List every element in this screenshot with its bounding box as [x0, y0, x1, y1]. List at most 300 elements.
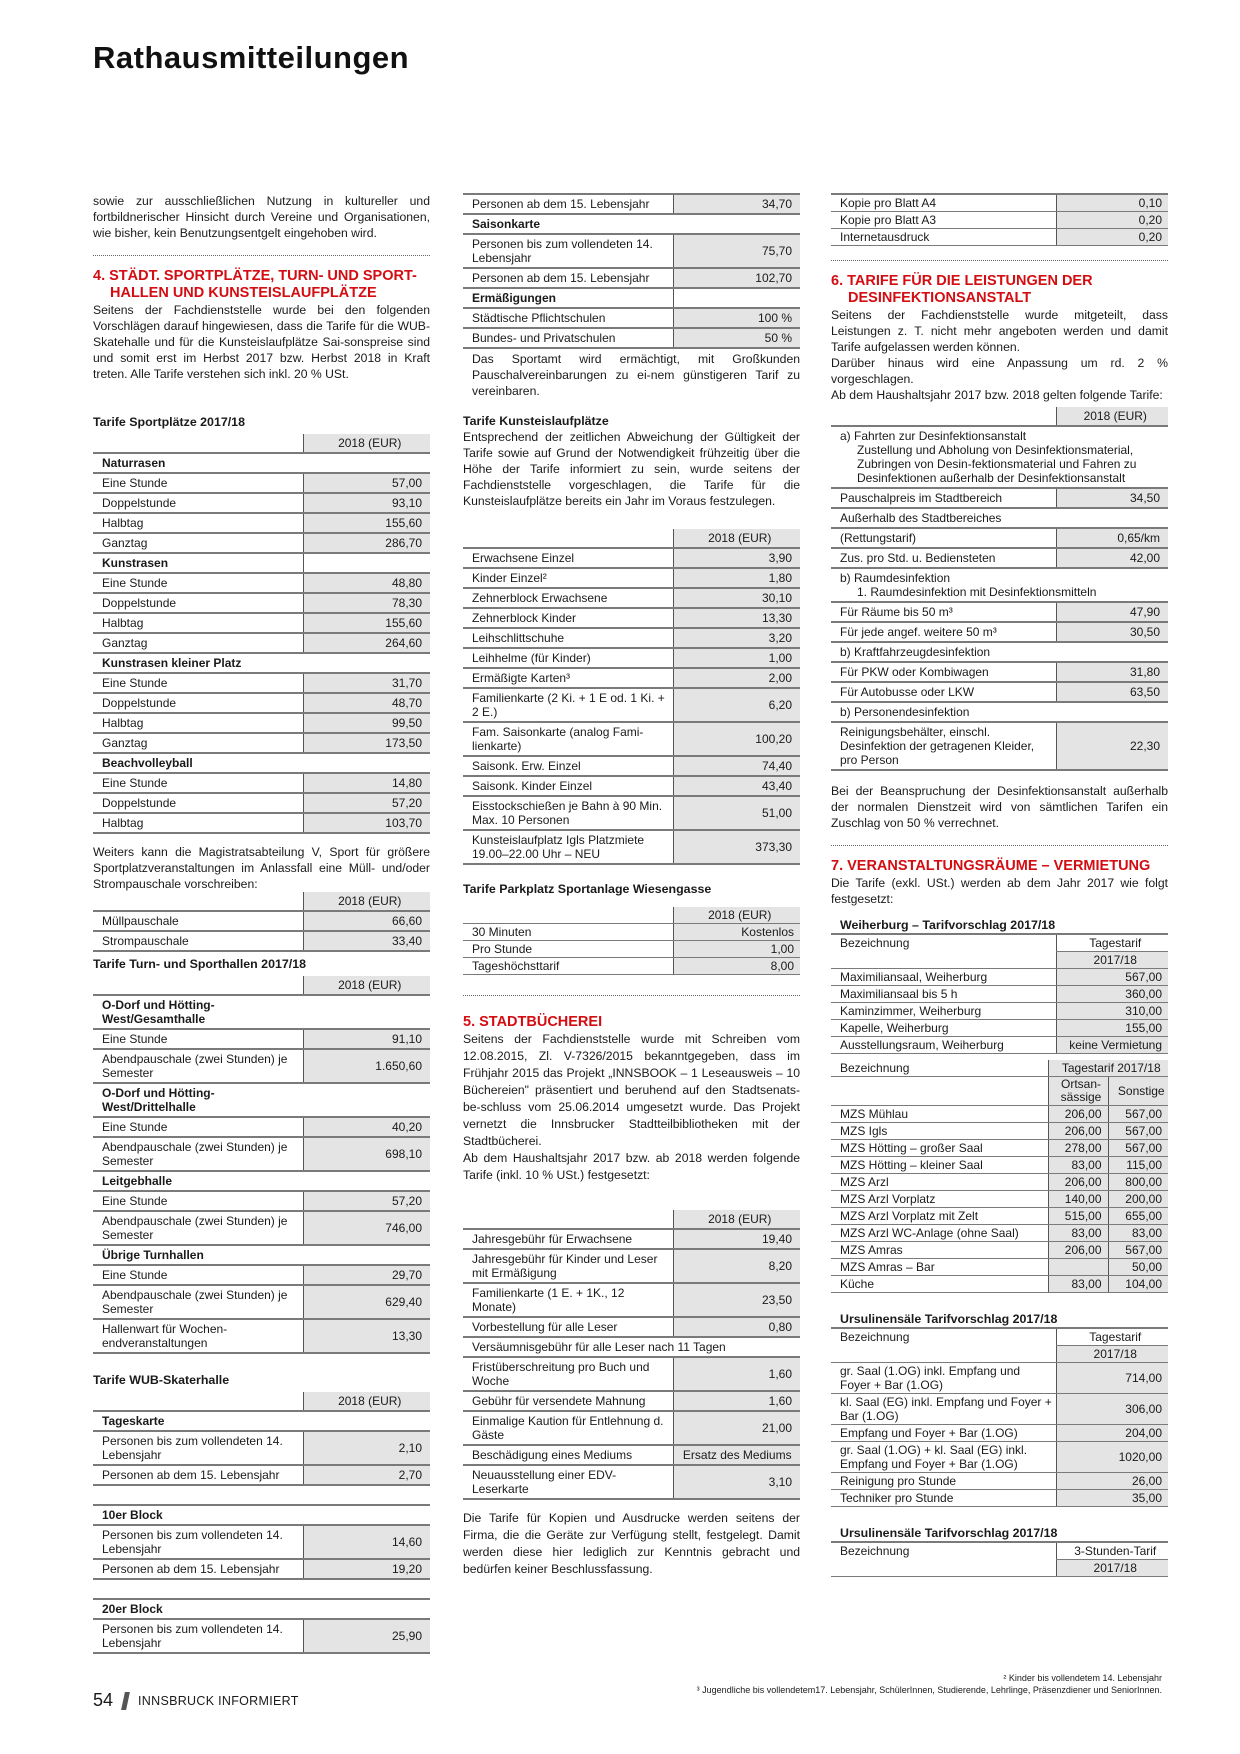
- row-label: Abendpauschale (zwei Stunden) je Semester: [93, 1049, 303, 1083]
- row-value: 206,00: [1048, 1174, 1108, 1191]
- row-label: Eine Stunde: [93, 1265, 303, 1285]
- table-row: [93, 573, 430, 593]
- row-label: Für jede angef. weitere 50 m³: [831, 622, 1056, 642]
- row-value: 19,20: [303, 1559, 430, 1579]
- column-header: 2018 (EUR): [1056, 407, 1168, 426]
- row-value: 567,00: [1108, 1106, 1168, 1123]
- table-caption: Weiherburg – Tarifvorschlag 2017/18: [831, 917, 1168, 934]
- header-row: [463, 529, 800, 548]
- row-value: 26,00: [1056, 1473, 1168, 1490]
- empty-cell: [303, 1411, 430, 1431]
- empty-cell: [93, 434, 303, 453]
- table-row: [463, 1391, 800, 1411]
- row-label: Jahresgebühr für Erwachsene: [463, 1229, 673, 1249]
- table-row: [93, 473, 430, 493]
- row-label: (Rettungstarif): [831, 528, 1056, 548]
- kopien-table: [831, 193, 1168, 246]
- page-number: 54: [93, 1690, 114, 1710]
- table-row: [831, 194, 1168, 212]
- weiherburg-table: [831, 917, 1168, 1054]
- row-label: Kopie pro Blatt A3: [831, 212, 1056, 229]
- spacer: [303, 1579, 430, 1599]
- section-5-text-3: Die Tarife für Kopien und Ausdrucke werden seitens der Firma, die die Geräte zur Verfügung stellt, festgelegt. Damit werden diese hier lediglich zur Kenntnis gebracht und bedürfen keiner Beschlussfassung.: [463, 1511, 800, 1576]
- row-value: 57,20: [303, 793, 430, 813]
- empty-cell: [831, 952, 1056, 969]
- column-1: [93, 193, 430, 1654]
- row-value: 567,00: [1108, 1123, 1168, 1140]
- empty-cell: [303, 653, 430, 673]
- column-3: [831, 193, 1168, 1577]
- ursulinen-3h-table: [831, 1525, 1168, 1577]
- empty-cell: [831, 1560, 1056, 1577]
- row-value: 48,80: [303, 573, 430, 593]
- empty-cell: [303, 1171, 430, 1191]
- skaterhalle-table: [93, 1392, 430, 1654]
- row-value: 140,00: [1048, 1191, 1108, 1208]
- column-header: 2018 (EUR): [303, 434, 430, 453]
- row-label: Maximiliansaal, Weiherburg: [831, 969, 1056, 986]
- table-row: [93, 773, 430, 793]
- footnote-3: ³ Jugendliche bis vollendetem17. Lebensjahr, SchülerInnen, Studierende, Lehrlinge, Präsenzdiener und SeniorInnen.: [696, 1685, 1162, 1695]
- row-value: 99,50: [303, 713, 430, 733]
- empty-cell: [303, 753, 430, 773]
- section-6-title-line1: 6. TARIFE FÜR DIE LEISTUNGEN DER: [831, 273, 1093, 289]
- header-row: [831, 1077, 1168, 1106]
- empty-cell: [673, 288, 800, 308]
- table-row: [93, 613, 430, 633]
- row-label: Gebühr für versendete Mahnung: [463, 1391, 673, 1411]
- row-value: 0,80: [673, 1317, 800, 1337]
- divider: [831, 260, 1168, 261]
- slash-divider-icon: [121, 1692, 130, 1710]
- row-label: Personen bis zum vollendeten 14. Lebensjahr: [93, 1431, 303, 1465]
- row-value: 43,40: [673, 776, 800, 796]
- buecherei-table: [463, 1210, 800, 1500]
- row-value: 698,10: [303, 1137, 430, 1171]
- caption-row: [831, 1525, 1168, 1542]
- table-row: [463, 628, 800, 648]
- row-label: Zus. pro Std. u. Bediensteten: [831, 548, 1056, 568]
- table-row: [93, 1049, 430, 1083]
- table-row: [463, 776, 800, 796]
- row-value: 1,00: [673, 941, 800, 958]
- row-label: Jahresgebühr für Kinder und Leser mit Ermäßigung: [463, 1249, 673, 1283]
- row-value: 567,00: [1056, 969, 1168, 986]
- row-value: 278,00: [1048, 1140, 1108, 1157]
- group-label: Saisonkarte: [463, 214, 673, 234]
- table-row: [93, 1431, 430, 1465]
- section-5-text-2: Ab dem Haushaltsjahr 2017 bzw. ab 2018 werden folgende Tarife (inkl. 10 % USt.) festgesetzt:: [463, 1151, 800, 1182]
- column-header: 2018 (EUR): [673, 529, 800, 548]
- row-value: Kostenlos: [673, 924, 800, 941]
- table-row: [463, 588, 800, 608]
- table-row: [93, 673, 430, 693]
- section-7-title: 7. VERANSTALTUNGSRÄUME – VERMIETUNG: [831, 858, 1151, 874]
- desinfektion-table: [831, 407, 1168, 771]
- header-row: [831, 1328, 1168, 1346]
- row-value: 57,00: [303, 473, 430, 493]
- row-value: 42,00: [1056, 548, 1168, 568]
- row-label: MZS Amras: [831, 1242, 1048, 1259]
- empty-cell: [673, 214, 800, 234]
- row-value: keine Vermietung: [1056, 1037, 1168, 1054]
- table-row: [831, 602, 1168, 622]
- row-value: 1,60: [673, 1391, 800, 1411]
- row-value: 63,50: [1056, 682, 1168, 702]
- row-value: 14,80: [303, 773, 430, 793]
- table-row: [831, 528, 1168, 548]
- empty-cell: [303, 1083, 430, 1117]
- table-row: [463, 268, 800, 288]
- table-row: [831, 986, 1168, 1003]
- spacer: [303, 1485, 430, 1505]
- row-label: Strompauschale: [93, 931, 303, 951]
- row-label: Halbtag: [93, 513, 303, 533]
- footnotes: [697, 1672, 1162, 1696]
- header-row: [463, 907, 800, 924]
- row-value: 0,20: [1056, 212, 1168, 229]
- row-value: 83,00: [1048, 1276, 1108, 1293]
- row-value: 47,90: [1056, 602, 1168, 622]
- group-label: a) Fahrten zur Desinfektionsanstalt Zustellung und Abholung von Desinfektionsmaterial, Zubringen von Desin-fektionsmaterial und Fahren zu Desinfektionen außerhalb der Desinfektionsanstalt: [831, 426, 1168, 488]
- magazine-name: INNSBRUCK INFORMIERT: [138, 1693, 299, 1708]
- table-row: [831, 1157, 1168, 1174]
- row-value: 13,30: [673, 608, 800, 628]
- table-row: [93, 733, 430, 753]
- table-row: [831, 229, 1168, 246]
- group-row: [831, 642, 1168, 662]
- group-row: [463, 288, 800, 308]
- row-value: 34,50: [1056, 488, 1168, 508]
- table-row: [831, 1225, 1168, 1242]
- row-value: 91,10: [303, 1029, 430, 1049]
- sportplaetze-table: [93, 434, 430, 834]
- column-header: 2017/18: [1056, 952, 1168, 969]
- header-row: [93, 434, 430, 453]
- row-label: MZS Hötting – kleiner Saal: [831, 1157, 1048, 1174]
- row-label: Müllpauschale: [93, 911, 303, 931]
- row-label: Fam. Saisonkarte (analog Fami-lienkarte): [463, 722, 673, 756]
- row-value: 1,60: [673, 1357, 800, 1391]
- row-value: 800,00: [1108, 1174, 1168, 1191]
- row-label: Pauschalpreis im Stadtbereich: [831, 488, 1056, 508]
- row-label: Halbtag: [93, 713, 303, 733]
- row-value: 360,00: [1056, 986, 1168, 1003]
- row-label: Eine Stunde: [93, 573, 303, 593]
- row-label: Hallenwart für Wochen-endveranstaltungen: [93, 1319, 303, 1353]
- column-header: 2018 (EUR): [303, 1392, 430, 1411]
- group-label: b) Raumdesinfektion 1. Raumdesinfektion mit Desinfektionsmitteln: [831, 568, 1168, 602]
- parkplatz-title: Tarife Parkplatz Sportanlage Wiesengasse: [463, 882, 712, 896]
- table-row: [831, 1003, 1168, 1020]
- group-row: [93, 753, 430, 773]
- row-value: 264,60: [303, 633, 430, 653]
- row-value: 21,00: [673, 1411, 800, 1445]
- intro-text: sowie zur ausschließlichen Nutzung in kultureller und fortbildnerischer Hinsicht durch Vereine und Organisationen, wie bisher, kein Benutzungsentgelt eingehoben wird.: [93, 194, 430, 240]
- group-row: [463, 214, 800, 234]
- row-label: Eine Stunde: [93, 1191, 303, 1211]
- row-label: Personen bis zum vollendeten 14. Lebensjahr: [93, 1525, 303, 1559]
- header-row: [463, 1210, 800, 1229]
- column-header: 3-Stunden-Tarif: [1056, 1542, 1168, 1560]
- header-row: [93, 892, 430, 911]
- table-row: [831, 622, 1168, 642]
- column-label: Bezeichnung: [840, 1544, 910, 1559]
- table-row: [463, 958, 800, 975]
- spacer: [93, 1579, 303, 1599]
- column-header: 2017/18: [1056, 1346, 1168, 1363]
- spacer-row: [93, 1485, 430, 1505]
- row-label: Personen bis zum vollendeten 14. Lebensjahr: [93, 1619, 303, 1653]
- table-row: [463, 1283, 800, 1317]
- group-label: Leitgebhalle: [93, 1171, 303, 1191]
- group-label: Beachvolleyball: [93, 753, 303, 773]
- table-row: [93, 1465, 430, 1485]
- divider: [831, 845, 1168, 846]
- row-label: Personen ab dem 15. Lebensjahr: [463, 194, 673, 214]
- row-value: 173,50: [303, 733, 430, 753]
- table-row: [463, 568, 800, 588]
- table-row: [463, 688, 800, 722]
- row-label: Kunsteislaufplatz Igls Platzmiete 19.00–22.00 Uhr – NEU: [463, 830, 673, 864]
- row-label: Doppelstunde: [93, 793, 303, 813]
- table-row: [93, 593, 430, 613]
- row-value: 155,00: [1056, 1020, 1168, 1037]
- row-value: 2,00: [673, 668, 800, 688]
- row-label: Küche: [831, 1276, 1048, 1293]
- table-row: [93, 513, 430, 533]
- row-label: Familienkarte (2 Ki. + 1 E od. 1 Ki. + 2 E.): [463, 688, 673, 722]
- row-label: Techniker pro Stunde: [831, 1490, 1056, 1507]
- table-row: [93, 693, 430, 713]
- row-value: 515,00: [1048, 1208, 1108, 1225]
- table-row: [831, 1037, 1168, 1054]
- table-row: [463, 1411, 800, 1445]
- table-row: [831, 212, 1168, 229]
- section-5-text: Seitens der Fachdienststelle wurde mit Schreiben vom 12.08.2015, Zl. V-7326/2015 bekanntgegeben, dass im Frühjahr 2015 das Projekt „INNSBOOK – 1 Leseausweis – 10 Büchereien" präsentiert und beruhend auf den Stadtsenats-be-schluss vom 25.06.2014 umgesetzt wurde. Das Projekt vernetzt die Innsbrucker Stadtteilbibliotheken mit der Stadtbücherei.: [463, 1032, 800, 1148]
- row-value: 100 %: [673, 308, 800, 328]
- row-value: 567,00: [1108, 1242, 1168, 1259]
- row-label: MZS Mühlau: [831, 1106, 1048, 1123]
- section-4-title: [93, 268, 430, 302]
- row-value: 3,10: [673, 1465, 800, 1499]
- row-label: MZS Amras – Bar: [831, 1259, 1048, 1276]
- table-row: [93, 1285, 430, 1319]
- row-label: Personen ab dem 15. Lebensjahr: [463, 268, 673, 288]
- table-row: [93, 1211, 430, 1245]
- turnhallen-title: Tarife Turn- und Sporthallen 2017/18: [93, 957, 306, 971]
- row-value: 14,60: [303, 1525, 430, 1559]
- row-label: Empfang und Foyer + Bar (1.OG): [831, 1425, 1056, 1442]
- empty-cell: [831, 407, 1056, 426]
- group-row: [93, 1599, 430, 1619]
- row-label: Eine Stunde: [93, 673, 303, 693]
- table-row: [93, 1029, 430, 1049]
- row-value: 74,40: [673, 756, 800, 776]
- table-row: [463, 796, 800, 830]
- row-value: 206,00: [1048, 1242, 1108, 1259]
- row-value: 2,70: [303, 1465, 430, 1485]
- group-label: Kunstrasen kleiner Platz: [93, 653, 303, 673]
- row-value: 31,80: [1056, 662, 1168, 682]
- section-7-text: Die Tarife (exkl. USt.) werden ab dem Jahr 2017 wie folgt festgesetzt:: [831, 876, 1168, 906]
- table-row: [831, 1020, 1168, 1037]
- row-label: Kaminzimmer, Weiherburg: [831, 1003, 1056, 1020]
- section-6-text-1: Seitens der Fachdienststelle wurde mitgeteilt, dass Leistungen z. T. nicht mehr angeboten werden und damit Tarife aufgelassen werden können.: [831, 308, 1168, 354]
- row-value: 1,00: [673, 648, 800, 668]
- row-label: Ganztag: [93, 533, 303, 553]
- row-label: Abendpauschale (zwei Stunden) je Semester: [93, 1211, 303, 1245]
- row-label: gr. Saal (1.OG) + kl. Saal (EG) inkl. Empfang und Foyer + Bar (1.OG): [831, 1442, 1056, 1473]
- header-row: [831, 1060, 1168, 1077]
- row-label: Städtische Pflichtschulen: [463, 308, 673, 328]
- column-header: Tagestarif 2017/18: [1048, 1060, 1168, 1077]
- table-row: [831, 1442, 1168, 1473]
- row-value: Ersatz des Mediums: [673, 1445, 800, 1465]
- row-value: 373,30: [673, 830, 800, 864]
- row-label: Bundes- und Privatschulen: [463, 328, 673, 348]
- table-row: [463, 648, 800, 668]
- row-value: 33,40: [303, 931, 430, 951]
- empty-cell: [303, 1505, 430, 1525]
- table-row: [463, 194, 800, 214]
- row-value: 3,20: [673, 628, 800, 648]
- row-value: 1020,00: [1056, 1442, 1168, 1473]
- pauschale-text: Weiters kann die Magistratsabteilung V, Sport für größere Sportplatzveranstaltungen im Anlassfall eine Müll- und/oder Strompauschale vorschreiben:: [93, 845, 430, 891]
- group-label: b) Kraftfahrzeugdesinfektion: [831, 642, 1168, 662]
- group-label: O-Dorf und Hötting-West/Gesamthalle: [93, 995, 303, 1029]
- group-row: [93, 653, 430, 673]
- row-label: Zehnerblock Kinder: [463, 608, 673, 628]
- row-label: MZS Arzl: [831, 1174, 1048, 1191]
- row-value: 34,70: [673, 194, 800, 214]
- sportplaetze-title: Tarife Sportplätze 2017/18: [93, 415, 245, 429]
- table-row: [93, 911, 430, 931]
- table-row: [831, 1208, 1168, 1225]
- section-4-text: Seitens der Fachdienststelle wurde bei den folgenden Vorschlägen darauf hingewiesen, dass die Tarife für die WUB-Skatehalle und für die Kunsteislaufplätze Sai-sonspreise sind und somit erst im Herbst 2017 bzw. Herbst 2018 in Kraft treten. Alle Tarife verstehen sich inkl. 20 % USt.: [93, 303, 430, 381]
- group-label: Übrige Turnhallen: [93, 1245, 303, 1265]
- group-row: [93, 1245, 430, 1265]
- row-label: Halbtag: [93, 813, 303, 833]
- row-label: Neuausstellung einer EDV-Leserkarte: [463, 1465, 673, 1499]
- row-value: 51,00: [673, 796, 800, 830]
- row-value: 155,60: [303, 613, 430, 633]
- row-value: 40,20: [303, 1117, 430, 1137]
- row-value: 13,30: [303, 1319, 430, 1353]
- group-row: [93, 553, 430, 573]
- row-label: Vorbestellung für alle Leser: [463, 1317, 673, 1337]
- row-value: 29,70: [303, 1265, 430, 1285]
- row-value: 310,00: [1056, 1003, 1168, 1020]
- table-row: [463, 548, 800, 568]
- row-label: Ermäßigte Karten³: [463, 668, 673, 688]
- table-row: [463, 308, 800, 328]
- row-value: 0,20: [1056, 229, 1168, 246]
- column-header: 2017/18: [1056, 1560, 1168, 1577]
- column-label: Bezeichnung: [840, 1330, 910, 1345]
- skaterhalle-title: Tarife WUB-Skaterhalle: [93, 1373, 230, 1387]
- row-label: Pro Stunde: [463, 941, 673, 958]
- table-row: [93, 633, 430, 653]
- table-row: [463, 234, 800, 268]
- row-value: 19,40: [673, 1229, 800, 1249]
- row-label: Kopie pro Blatt A4: [831, 194, 1056, 212]
- row-value: 655,00: [1108, 1208, 1168, 1225]
- table-caption: Ursulinensäle Tarifvorschlag 2017/18: [831, 1311, 1168, 1328]
- section-4-title-line1: 4. STÄDT. SPORTPLÄTZE, TURN- UND SPORT-: [93, 268, 417, 284]
- table-caption: Ursulinensäle Tarifvorschlag 2017/18: [831, 1525, 1168, 1542]
- table-row: [93, 1559, 430, 1579]
- row-value: 1.650,60: [303, 1049, 430, 1083]
- table-row: [463, 328, 800, 348]
- group-label: 10er Block: [93, 1505, 303, 1525]
- row-label: Saisonk. Erw. Einzel: [463, 756, 673, 776]
- row-label: Ganztag: [93, 633, 303, 653]
- row-label: Abendpauschale (zwei Stunden) je Semester: [93, 1137, 303, 1171]
- table-row: [831, 1473, 1168, 1490]
- table-row: [463, 608, 800, 628]
- row-label: Saisonk. Kinder Einzel: [463, 776, 673, 796]
- row-value: 100,20: [673, 722, 800, 756]
- table-row: [831, 1106, 1168, 1123]
- row-label: gr. Saal (1.OG) inkl. Empfang und Foyer + Bar (1.OG): [831, 1363, 1056, 1394]
- row-value: 1,80: [673, 568, 800, 588]
- row-value: 206,00: [1048, 1123, 1108, 1140]
- row-label: Doppelstunde: [93, 493, 303, 513]
- table-row: [93, 713, 430, 733]
- table-row: [93, 1319, 430, 1353]
- table-row: [463, 1249, 800, 1283]
- empty-cell: [303, 1599, 430, 1619]
- empty-cell: [303, 453, 430, 473]
- group-row: [831, 568, 1168, 602]
- table-row: [831, 1174, 1168, 1191]
- row-label: MZS Arzl Vorplatz: [831, 1191, 1048, 1208]
- row-value: 75,70: [673, 234, 800, 268]
- table-row: [93, 793, 430, 813]
- header-row: [831, 407, 1168, 426]
- table-row: [463, 722, 800, 756]
- table-row: [831, 1490, 1168, 1507]
- row-label: Personen ab dem 15. Lebensjahr: [93, 1465, 303, 1485]
- row-label: MZS Arzl Vorplatz mit Zelt: [831, 1208, 1048, 1225]
- empty-cell: [303, 1245, 430, 1265]
- empty-cell: [463, 529, 673, 548]
- parkplatz-table: [463, 907, 800, 975]
- table-row: [93, 1137, 430, 1171]
- table-row: [93, 493, 430, 513]
- row-label: Ganztag: [93, 733, 303, 753]
- column-label: Bezeichnung: [840, 936, 910, 951]
- group-row: [831, 508, 1168, 528]
- table-row: [463, 1229, 800, 1249]
- group-row: [831, 702, 1168, 722]
- row-label: Reinigungsbehälter, einschl. Desinfektion der getragenen Kleider, pro Person: [831, 722, 1056, 770]
- row-value: 102,70: [673, 268, 800, 288]
- row-value: 83,00: [1048, 1225, 1108, 1242]
- row-value: 57,20: [303, 1191, 430, 1211]
- row-value: 8,00: [673, 958, 800, 975]
- table-row: [463, 756, 800, 776]
- row-value: 23,50: [673, 1283, 800, 1317]
- row-value: 0,10: [1056, 194, 1168, 212]
- table-row: [831, 1191, 1168, 1208]
- group-row: [93, 1411, 430, 1431]
- footnote-2: ² Kinder bis vollendetem 14. Lebensjahr: [1003, 1673, 1162, 1683]
- turnhallen-table: [93, 976, 430, 1354]
- section-6-text-3: Ab dem Haushaltsjahr 2017 bzw. 2018 gelten folgende Tarife:: [831, 388, 1163, 402]
- section-6-title-line2: DESINFEKTIONSANSTALT: [848, 290, 1032, 306]
